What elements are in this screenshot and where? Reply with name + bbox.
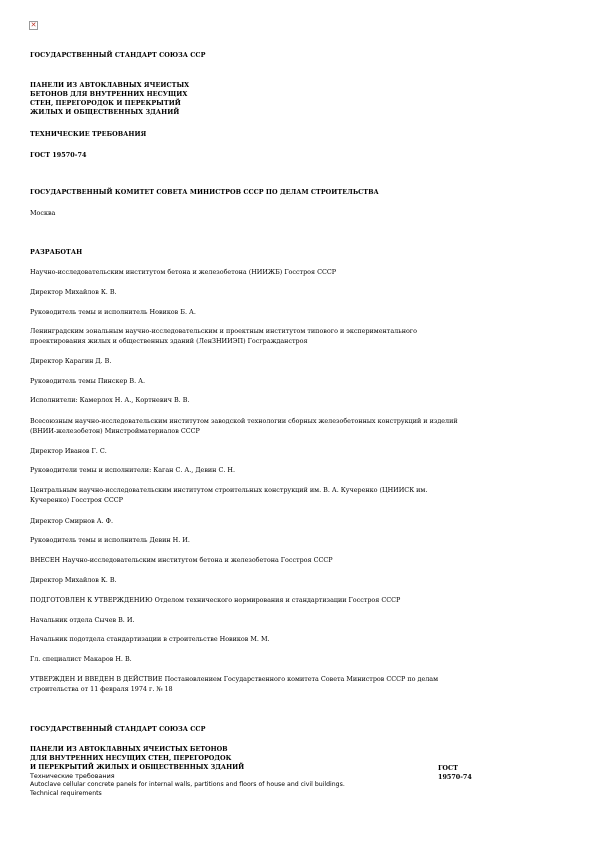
paragraph: ВНЕСЕН Научно-исследовательским институтом бетона и железобетона Госстроя СССР [30,556,333,564]
title-line-3: СТЕН, ПЕРЕГОРОДОК И ПЕРЕКРЫТИЙ [30,99,181,107]
paragraph: Директор Смирнов А. Ф. [30,517,114,525]
footer-title-line-2: ДЛЯ ВНУТРЕННИХ НЕСУЩИХ СТЕН, ПЕРЕГОРОДОК [30,754,232,762]
paragraph: ПОДГОТОВЛЕН К УТВЕРЖДЕНИЮ Отделом технического нормирования и стандартизации Госстроя СССР [30,596,401,604]
paragraph: Начальник подотдела стандартизации в строительстве Новиков М. М. [30,635,270,643]
paragraph: Начальник отдела Сычев В. И. [30,616,135,624]
subtitle: ТЕХНИЧЕСКИЕ ТРЕБОВАНИЯ [30,130,147,138]
broken-image-icon: ✕ [30,21,37,29]
paragraph: Директор Михайлов К. В. [30,576,117,584]
footer-title-line-3: И ПЕРЕКРЫТИЙ ЖИЛЫХ И ОБЩЕСТВЕННЫХ ЗДАНИЙ [30,763,245,771]
paragraph: Центральным научно-исследовательским институтом строительных конструкций им. В. А. Кучеренко (ЦНИИСК им. [30,486,428,494]
footer-gost-label: ГОСТ [438,764,458,772]
title-line-1: ПАНЕЛИ ИЗ АВТОКЛАВНЫХ ЯЧЕИСТЫХ [30,81,190,89]
title-line-4: ЖИЛЫХ И ОБЩЕСТВЕННЫХ ЗДАНИЙ [30,108,180,116]
paragraph: Научно-исследовательским институтом бетона и железобетона (НИИЖБ) Госстроя СССР [30,268,337,276]
footer-title-line-1: ПАНЕЛИ ИЗ АВТОКЛАВНЫХ ЯЧЕИСТЫХ БЕТОНОВ [30,745,228,753]
standard-heading: ГОСУДАРСТВЕННЫЙ СТАНДАРТ СОЮЗА ССР [30,51,206,59]
paragraph: Кучеренко) Госстроя СССР [30,496,123,504]
paragraph: Директор Карагин Д. В. [30,357,112,365]
paragraph: Руководитель темы и исполнитель Девин Н. И. [30,536,190,544]
paragraph: Руководитель темы Пинскер В. А. [30,377,146,385]
paragraph: (ВНИИ-железобетон) Минстройматериалов СССР [30,427,200,435]
footer-subtitle: Технические требования [30,772,115,780]
city: Москва [30,209,56,217]
paragraph: Исполнители: Камерлох Н. А., Кортневич В. В. [30,396,190,404]
paragraph: Руководители темы и исполнители: Каган С. А., Девин С. Н. [30,466,236,474]
paragraph: Директор Иванов Г. С. [30,447,107,455]
paragraph: Гл. специалист Макаров Н. В. [30,655,132,663]
footer-title-block [30,745,550,805]
paragraph: Директор Михайлов К. В. [30,288,117,296]
paragraph: Руководитель темы и исполнитель Новиков Б. А. [30,308,196,316]
paragraph: строительства от 11 февраля 1974 г. № 18 [30,685,173,693]
footer-english-title-2: Technical requirements [30,790,102,797]
committee-name: ГОСУДАРСТВЕННЫЙ КОМИТЕТ СОВЕТА МИНИСТРОВ СССР ПО ДЕЛАМ СТРОИТЕЛЬСТВА [30,188,379,196]
paragraph: Всесоюзным научно-исследовательским институтом заводской технологии сборных железобетонных конструкций и изделий [30,417,458,425]
gost-number: ГОСТ 19570-74 [30,151,87,159]
footer-gost-number: 19570-74 [438,773,472,781]
footer-standard-heading: ГОСУДАРСТВЕННЫЙ СТАНДАРТ СОЮЗА ССР [30,725,206,733]
developed-heading: РАЗРАБОТАН [30,248,83,256]
footer-english-title-1: Autoclave cellular concrete panels for internal walls, partitions and floors of house and civil buildings. [30,781,345,788]
title-line-2: БЕТОНОВ ДЛЯ ВНУТРЕННИХ НЕСУЩИХ [30,90,188,98]
paragraph: проектирования жилых и общественных зданий (ЛенЗНИИЭП) Госгражданстроя [30,337,308,345]
paragraph: Ленинградским зональным научно-исследовательским и проектным институтом типового и экспериментального [30,327,417,335]
paragraph: УТВЕРЖДЕН И ВВЕДЕН В ДЕЙСТВИЕ Постановлением Государственного комитета Совета Министров СССР по делам [30,675,439,683]
